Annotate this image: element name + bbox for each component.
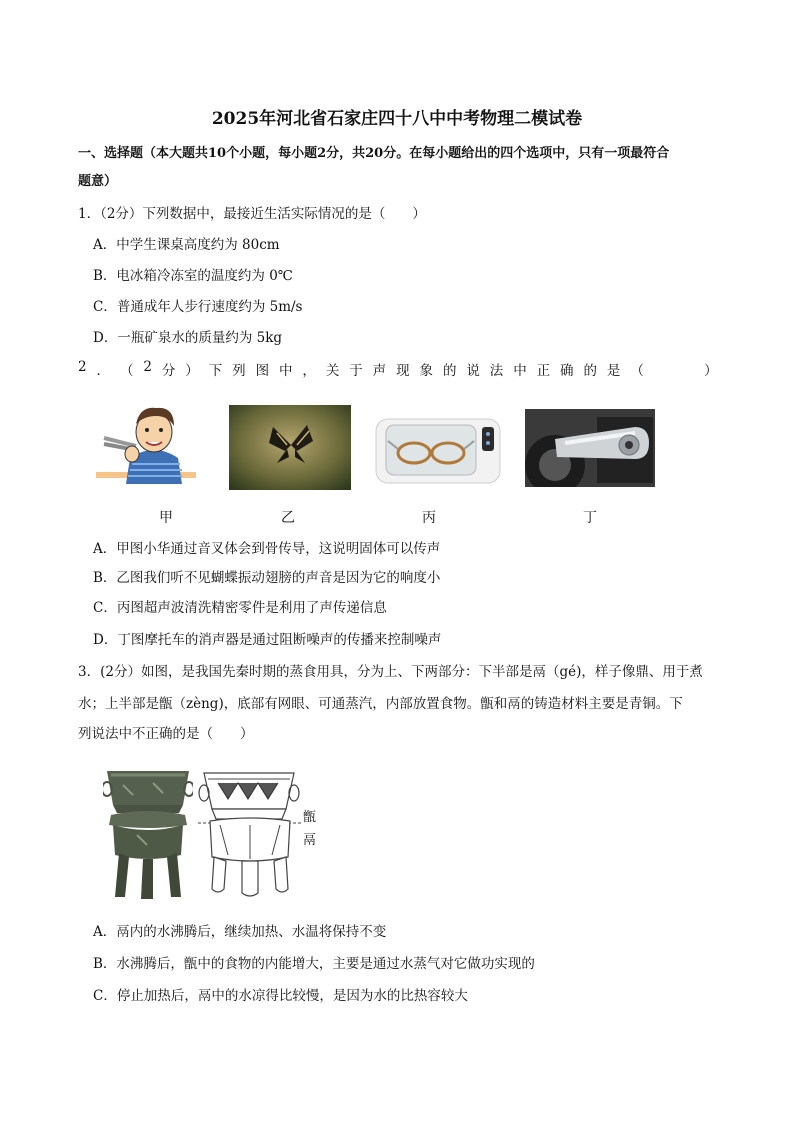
q1-option-c: C．普通成年人步行速度约为 5m/s [93, 299, 303, 315]
q2-stem-char: 法 [489, 363, 504, 379]
q2-option-a: A．甲图小华通过音叉体会到骨传导，这说明固体可以传声 [93, 541, 441, 557]
q2-option-c: C．丙图超声波清洗精密零件是利用了声传递信息 [93, 600, 387, 616]
q2-option-d: D．丁图摩托车的消声器是通过阻断噪声的传播来控制噪声 [93, 632, 442, 648]
q3-stem-line2: 水；上半部是甑（zèng)，底部有网眼、可通蒸汽，内部放置食物。甑和鬲的铸造材料主要是青铜。下 [78, 696, 683, 712]
page-title: 2025年河北省石家庄四十八中中考物理二模试卷 [211, 109, 583, 129]
q2-stem-char: （ [119, 363, 134, 379]
q1-stem: 1．（2分）下列数据中，最接近生活实际情况的是（ ） [78, 206, 426, 222]
q2-stem-char: 中 [513, 363, 527, 379]
q2-stem-char: ） [185, 363, 199, 379]
q2-stem-char: ， [302, 363, 316, 379]
ultrasonic-cleaner-image [370, 405, 505, 495]
label-li: 鬲 [303, 833, 317, 848]
q2-stem-char: 的 [583, 363, 597, 379]
q2-stem-char: 的 [442, 363, 457, 379]
q2-stem-char: ） [704, 363, 718, 379]
q3-stem-line1: 3．(2分）如图，是我国先秦时期的蒸食用具，分为上、下两部分：下半部是鬲（gé)，样子像鼎、用于煮 [78, 664, 703, 680]
q2-stem-char: 下 [208, 363, 223, 379]
vessel-line-diagram [198, 765, 303, 897]
q2-stem-char: 于 [349, 363, 363, 379]
caption-jia: 甲 [159, 510, 173, 526]
q3-option-c: C．停止加热后，鬲中的水凉得比较慢，是因为水的比热容较大 [93, 988, 468, 1004]
q2-option-b: B．乙图我们听不见蝴蝶振动翅膀的声音是因为它的响度小 [93, 570, 441, 586]
q2-stem-char: 是 [606, 363, 621, 379]
q2-stem-char: 声 [372, 363, 387, 379]
q2-stem-char: 列 [232, 363, 246, 379]
q2-stem-char: 图 [255, 363, 270, 379]
q2-stem-char: 关 [325, 363, 340, 379]
q2-stem-char: 2 [143, 359, 152, 375]
q2-stem-char: 说 [466, 363, 480, 379]
section-heading-line1: 一、选择题（本大题共10个小题，每小题2分，共20分。在每小题给出的四个选项中，只有一项最符合 [78, 146, 670, 161]
label-zeng: 甑 [303, 810, 317, 825]
q1-option-d: D．一瓶矿泉水的质量约为 5kg [93, 330, 283, 346]
boy-tuning-fork-image [96, 398, 213, 490]
q2-stem [78, 359, 718, 379]
q2-stem-char: 2 [78, 359, 87, 375]
q2-stem-char [654, 359, 695, 379]
q2-stem-char: 正 [536, 363, 551, 379]
q1-option-b: B．电冰箱冷冻室的温度约为 0℃ [93, 268, 293, 284]
motorcycle-muffler-image [525, 409, 655, 487]
q3-stem-line3: 列说法中不正确的是（ ） [78, 726, 254, 742]
bronze-vessel-photo [103, 765, 193, 900]
q2-stem-char: 现 [396, 363, 410, 379]
caption-ding: 丁 [583, 510, 597, 526]
q2-stem-char: 中 [278, 363, 293, 379]
butterfly-image [229, 405, 351, 490]
q2-stem-char: （ [630, 363, 644, 379]
caption-yi: 乙 [281, 510, 295, 526]
caption-bing: 丙 [422, 510, 436, 526]
section-heading-line2: 题意） [78, 174, 118, 189]
q2-stem-char: 确 [560, 363, 574, 379]
q2-stem-char: 象 [419, 363, 434, 379]
q2-stem-char: ． [96, 363, 111, 379]
q1-option-a: A．中学生课桌高度约为 80cm [93, 237, 280, 253]
q2-stem-char: 分 [161, 363, 176, 379]
q3-option-a: A．鬲内的水沸腾后，继续加热、水温将保持不变 [93, 924, 387, 940]
q3-option-b: B．水沸腾后，甑中的食物的内能增大，主要是通过水蒸气对它做功实现的 [93, 956, 535, 972]
